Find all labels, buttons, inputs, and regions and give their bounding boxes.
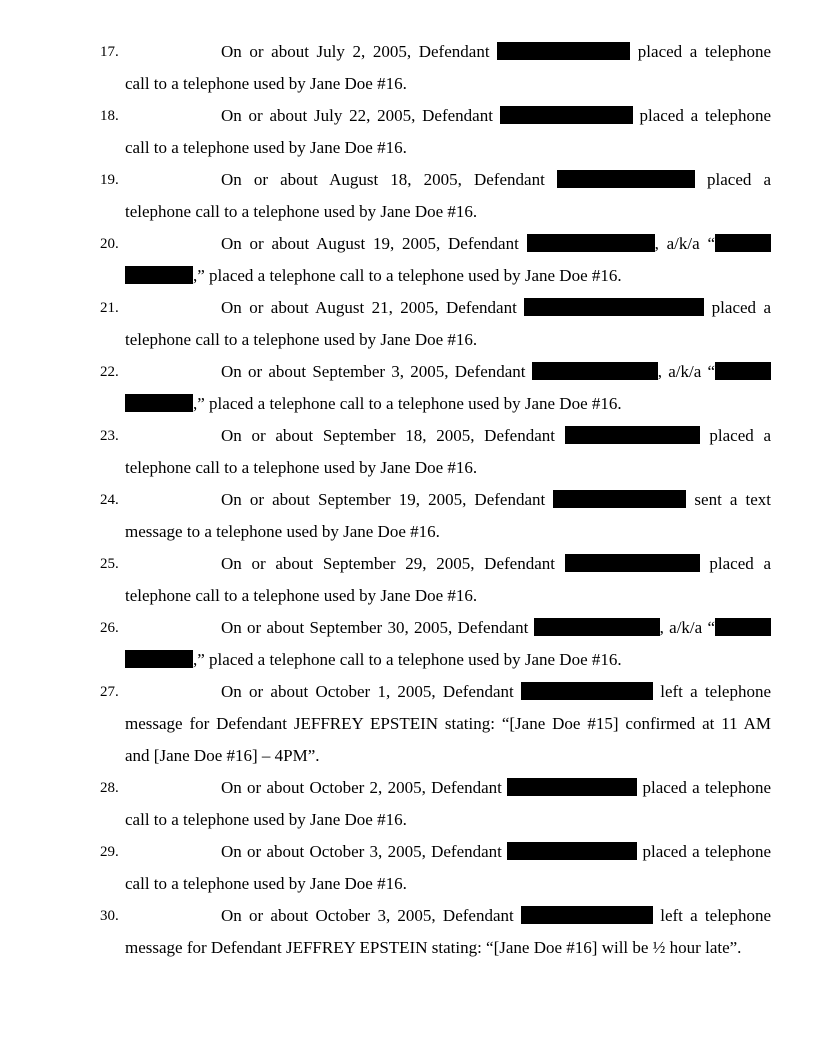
paragraph-line: call to a telephone used by Jane Doe #16. (125, 74, 407, 93)
paragraph-text: On or about October 2, 2005, Defendant (221, 778, 502, 797)
paragraph-line: and [Jane Doe #16] – 4PM”. (125, 746, 320, 765)
paragraph-line (221, 42, 771, 62)
paragraph-line (221, 906, 771, 926)
paragraph-text: On or about August 18, 2005, Defendant (221, 170, 545, 189)
paragraph-line (125, 394, 622, 414)
paragraph-text: , a/k/a “ (654, 234, 715, 253)
paragraph-text: placed a telephone (639, 106, 771, 125)
paragraph-number: 30. (100, 908, 119, 924)
paragraph-number: 17. (100, 44, 119, 60)
paragraph-text: On or about September 3, 2005, Defendant (221, 362, 526, 381)
redaction-bar (715, 234, 771, 252)
paragraph-text: , a/k/a “ (657, 362, 716, 381)
redaction-bar (125, 266, 193, 284)
paragraph-text: , a/k/a “ (659, 618, 716, 637)
paragraph-text: placed a (709, 554, 772, 573)
paragraph-number: 21. (100, 300, 119, 316)
paragraph-line (221, 106, 771, 126)
redaction-bar (715, 618, 771, 636)
paragraph-text: On or about July 2, 2005, Defendant (221, 42, 490, 61)
paragraph-number: 28. (100, 780, 119, 796)
paragraph-text: On or about October 3, 2005, Defendant (221, 842, 502, 861)
paragraph-text: placed a telephone (642, 778, 772, 797)
paragraph-number: 26. (100, 620, 119, 636)
redaction-bar (500, 106, 633, 124)
paragraph-text: On or about September 30, 2005, Defendant (221, 618, 529, 637)
paragraph-line (221, 490, 771, 510)
paragraph-line (221, 234, 771, 254)
paragraph-line: message to a telephone used by Jane Doe #16. (125, 522, 440, 541)
paragraph-line (221, 362, 771, 382)
redaction-bar (125, 650, 193, 668)
paragraph-line (221, 298, 771, 318)
redaction-bar (534, 618, 660, 636)
paragraph-text: On or about July 22, 2005, Defendant (221, 106, 493, 125)
paragraph-line: telephone call to a telephone used by Jane Doe #16. (125, 330, 478, 349)
paragraph-line (125, 266, 622, 286)
paragraph-text: placed a (707, 170, 772, 189)
redaction-bar (715, 362, 771, 380)
redaction-bar (532, 362, 658, 380)
paragraph-text: placed a (711, 298, 772, 317)
redaction-bar (565, 554, 700, 572)
paragraph-line: telephone call to a telephone used by Jane Doe #16. (125, 202, 478, 221)
paragraph-line: call to a telephone used by Jane Doe #16. (125, 138, 407, 157)
paragraph-line (221, 618, 771, 638)
paragraph-line: message for Defendant JEFFREY EPSTEIN stating: “[Jane Doe #15] confirmed at 11 AM (125, 714, 771, 733)
paragraph-number: 22. (100, 364, 119, 380)
paragraph-line (221, 842, 771, 862)
paragraph-text: ,” placed a telephone call to a telephone used by Jane Doe #16. (193, 650, 622, 669)
paragraph-text: ,” placed a telephone call to a telephone used by Jane Doe #16. (193, 394, 622, 413)
paragraph-line: telephone call to a telephone used by Jane Doe #16. (125, 586, 478, 605)
paragraph-number: 18. (100, 108, 119, 124)
paragraph-number: 19. (100, 172, 119, 188)
paragraph-number: 27. (100, 684, 119, 700)
redaction-bar (521, 682, 653, 700)
redaction-bar (507, 778, 637, 796)
paragraph-text: placed a telephone (642, 842, 772, 861)
redaction-bar (524, 298, 704, 316)
paragraph-text: On or about October 1, 2005, Defendant (221, 682, 514, 701)
paragraph-text: sent a text (694, 490, 772, 509)
paragraph-line (221, 170, 771, 190)
paragraph-text: On or about October 3, 2005, Defendant (221, 906, 514, 925)
paragraph-line: message for Defendant JEFFREY EPSTEIN stating: “[Jane Doe #16] will be ½ hour late”. (125, 938, 742, 957)
redaction-bar (497, 42, 630, 60)
paragraph-number: 29. (100, 844, 119, 860)
paragraph-line (221, 682, 771, 702)
redaction-bar (565, 426, 700, 444)
paragraph-text: ,” placed a telephone call to a telephone used by Jane Doe #16. (193, 266, 622, 285)
paragraph-text: On or about September 19, 2005, Defendant (221, 490, 546, 509)
paragraph-line (221, 778, 771, 798)
paragraph-text: On or about September 29, 2005, Defendant (221, 554, 555, 573)
paragraph-number: 20. (100, 236, 119, 252)
paragraph-line: call to a telephone used by Jane Doe #16. (125, 810, 407, 829)
paragraph-text: On or about September 18, 2005, Defendant (221, 426, 555, 445)
paragraph-number: 24. (100, 492, 119, 508)
redaction-bar (527, 234, 655, 252)
redaction-bar (553, 490, 686, 508)
paragraph-line (221, 554, 771, 574)
paragraph-text: placed a (709, 426, 772, 445)
paragraph-text: left a telephone (660, 682, 772, 701)
paragraph-line (125, 650, 622, 670)
redaction-bar (521, 906, 653, 924)
paragraph-text: left a telephone (660, 906, 772, 925)
redaction-bar (507, 842, 637, 860)
paragraph-text: On or about August 19, 2005, Defendant (221, 234, 519, 253)
paragraph-number: 23. (100, 428, 119, 444)
paragraph-text: placed a telephone (637, 42, 772, 61)
redaction-bar (125, 394, 193, 412)
paragraph-line: call to a telephone used by Jane Doe #16. (125, 874, 407, 893)
paragraph-line: telephone call to a telephone used by Jane Doe #16. (125, 458, 478, 477)
paragraph-text: On or about August 21, 2005, Defendant (221, 298, 517, 317)
redaction-bar (557, 170, 695, 188)
paragraph-line (221, 426, 771, 446)
paragraph-number: 25. (100, 556, 119, 572)
